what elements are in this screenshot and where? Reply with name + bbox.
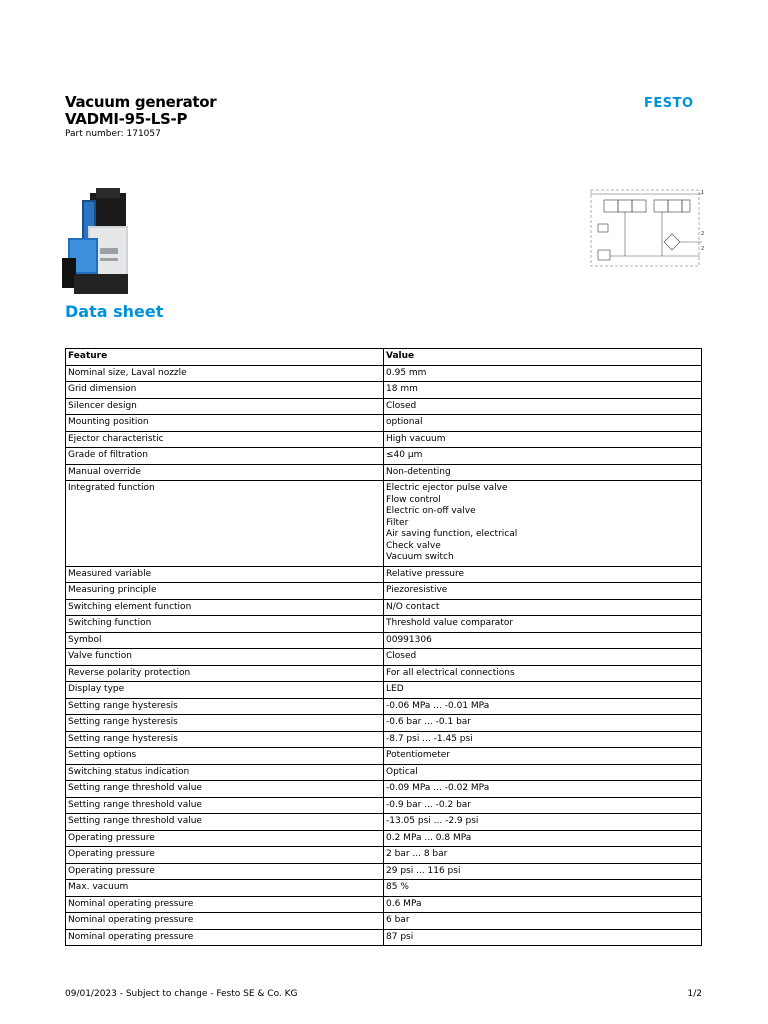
value-cell: Relative pressure xyxy=(384,566,702,583)
feature-cell: Reverse polarity protection xyxy=(66,665,384,682)
value-cell: 0.6 MPa xyxy=(384,896,702,913)
table-row xyxy=(66,665,702,682)
feature-cell: Ejector characteristic xyxy=(66,431,384,448)
table-row xyxy=(66,929,702,946)
feature-cell: Valve function xyxy=(66,649,384,666)
table-row xyxy=(66,382,702,399)
table-row xyxy=(66,415,702,432)
table-row xyxy=(66,682,702,699)
value-cell: Threshold value comparator xyxy=(384,616,702,633)
table-row xyxy=(66,583,702,600)
feature-cell: Nominal size, Laval nozzle xyxy=(66,365,384,382)
table-row xyxy=(66,863,702,880)
value-cell: High vacuum xyxy=(384,431,702,448)
table-row xyxy=(66,566,702,583)
value-cell: -0.06 MPa ... -0.01 MPa xyxy=(384,698,702,715)
value-cell: Non-detenting xyxy=(384,464,702,481)
column-header-feature: Feature xyxy=(66,349,384,366)
feature-cell: Symbol xyxy=(66,632,384,649)
value-cell: -13.05 psi ... -2.9 psi xyxy=(384,814,702,831)
feature-cell: Switching status indication xyxy=(66,764,384,781)
table-row xyxy=(66,731,702,748)
table-row xyxy=(66,365,702,382)
symbol-port-label: 2 xyxy=(701,231,705,237)
table-row xyxy=(66,464,702,481)
table-row xyxy=(66,814,702,831)
page-number: 1/2 xyxy=(687,989,702,999)
value-cell: LED xyxy=(384,682,702,699)
value-cell: Electric ejector pulse valve Flow control Electric on-off valve Filter Air saving function, electrical Check valve Vacuum switch xyxy=(384,481,702,567)
feature-cell: Switching element function xyxy=(66,599,384,616)
feature-cell: Nominal operating pressure xyxy=(66,896,384,913)
feature-cell: Manual override xyxy=(66,464,384,481)
value-cell: Closed xyxy=(384,398,702,415)
value-cell: For all electrical connections xyxy=(384,665,702,682)
feature-cell: Grade of filtration xyxy=(66,448,384,465)
product-image xyxy=(60,188,140,303)
value-cell: 0.95 mm xyxy=(384,365,702,382)
feature-cell: Operating pressure xyxy=(66,863,384,880)
feature-cell: Integrated function xyxy=(66,481,384,567)
value-cell: 00991306 xyxy=(384,632,702,649)
table-row xyxy=(66,797,702,814)
feature-cell: Setting range hysteresis xyxy=(66,731,384,748)
column-header-value: Value xyxy=(384,349,702,366)
feature-cell: Setting range hysteresis xyxy=(66,698,384,715)
table-row xyxy=(66,698,702,715)
table-header-row xyxy=(66,349,702,366)
value-cell: 6 bar xyxy=(384,913,702,930)
product-title xyxy=(65,94,216,128)
value-cell: -0.9 bar ... -0.2 bar xyxy=(384,797,702,814)
feature-cell: Nominal operating pressure xyxy=(66,913,384,930)
value-cell: N/O contact xyxy=(384,599,702,616)
table-row xyxy=(66,715,702,732)
feature-cell: Measuring principle xyxy=(66,583,384,600)
value-cell: Closed xyxy=(384,649,702,666)
table-row xyxy=(66,632,702,649)
value-cell: -8.7 psi ... -1.45 psi xyxy=(384,731,702,748)
value-cell: 85 % xyxy=(384,880,702,897)
feature-cell: Display type xyxy=(66,682,384,699)
value-cell: Potentiometer xyxy=(384,748,702,765)
symbol-port-label: 1 xyxy=(701,190,705,196)
feature-cell: Setting range threshold value xyxy=(66,781,384,798)
data-table xyxy=(65,348,702,946)
feature-cell: Operating pressure xyxy=(66,830,384,847)
table-row xyxy=(66,781,702,798)
table-row xyxy=(66,481,702,567)
table-row xyxy=(66,913,702,930)
feature-cell: Setting range hysteresis xyxy=(66,715,384,732)
table-row xyxy=(66,847,702,864)
section-title: Data sheet xyxy=(65,302,164,321)
value-cell: -0.6 bar ... -0.1 bar xyxy=(384,715,702,732)
feature-cell: Operating pressure xyxy=(66,847,384,864)
table-row xyxy=(66,748,702,765)
feature-cell: Setting range threshold value xyxy=(66,814,384,831)
feature-cell: Max. vacuum xyxy=(66,880,384,897)
table-row xyxy=(66,649,702,666)
feature-cell: Nominal operating pressure xyxy=(66,929,384,946)
feature-cell: Switching function xyxy=(66,616,384,633)
title-line-2: VADMI-95-LS-P xyxy=(65,110,188,128)
value-cell: 29 psi ... 116 psi xyxy=(384,863,702,880)
feature-cell: Measured variable xyxy=(66,566,384,583)
table-row xyxy=(66,616,702,633)
feature-cell: Setting options xyxy=(66,748,384,765)
feature-cell: Grid dimension xyxy=(66,382,384,399)
table-row xyxy=(66,896,702,913)
feature-cell: Mounting position xyxy=(66,415,384,432)
feature-cell: Setting range threshold value xyxy=(66,797,384,814)
symbol-port-label: 2 xyxy=(701,246,705,252)
value-cell: 2 bar ... 8 bar xyxy=(384,847,702,864)
value-cell: 87 psi xyxy=(384,929,702,946)
table-row xyxy=(66,764,702,781)
pneumatic-symbol-diagram xyxy=(590,186,708,268)
title-line-1: Vacuum generator xyxy=(65,93,217,111)
value-cell: Piezoresistive xyxy=(384,583,702,600)
value-cell: 18 mm xyxy=(384,382,702,399)
festo-logo: FESTO xyxy=(644,96,694,111)
value-cell: optional xyxy=(384,415,702,432)
feature-cell: Silencer design xyxy=(66,398,384,415)
table-row xyxy=(66,431,702,448)
value-cell: Optical xyxy=(384,764,702,781)
table-row xyxy=(66,599,702,616)
footer-text: 09/01/2023 - Subject to change - Festo SE & Co. KG xyxy=(65,989,298,999)
part-number: Part number: 171057 xyxy=(65,129,161,139)
table-row xyxy=(66,880,702,897)
value-cell: 0.2 MPa ... 0.8 MPa xyxy=(384,830,702,847)
value-cell: ≤40 µm xyxy=(384,448,702,465)
value-cell: -0.09 MPa ... -0.02 MPa xyxy=(384,781,702,798)
table-row xyxy=(66,398,702,415)
table-row xyxy=(66,448,702,465)
table-row xyxy=(66,830,702,847)
